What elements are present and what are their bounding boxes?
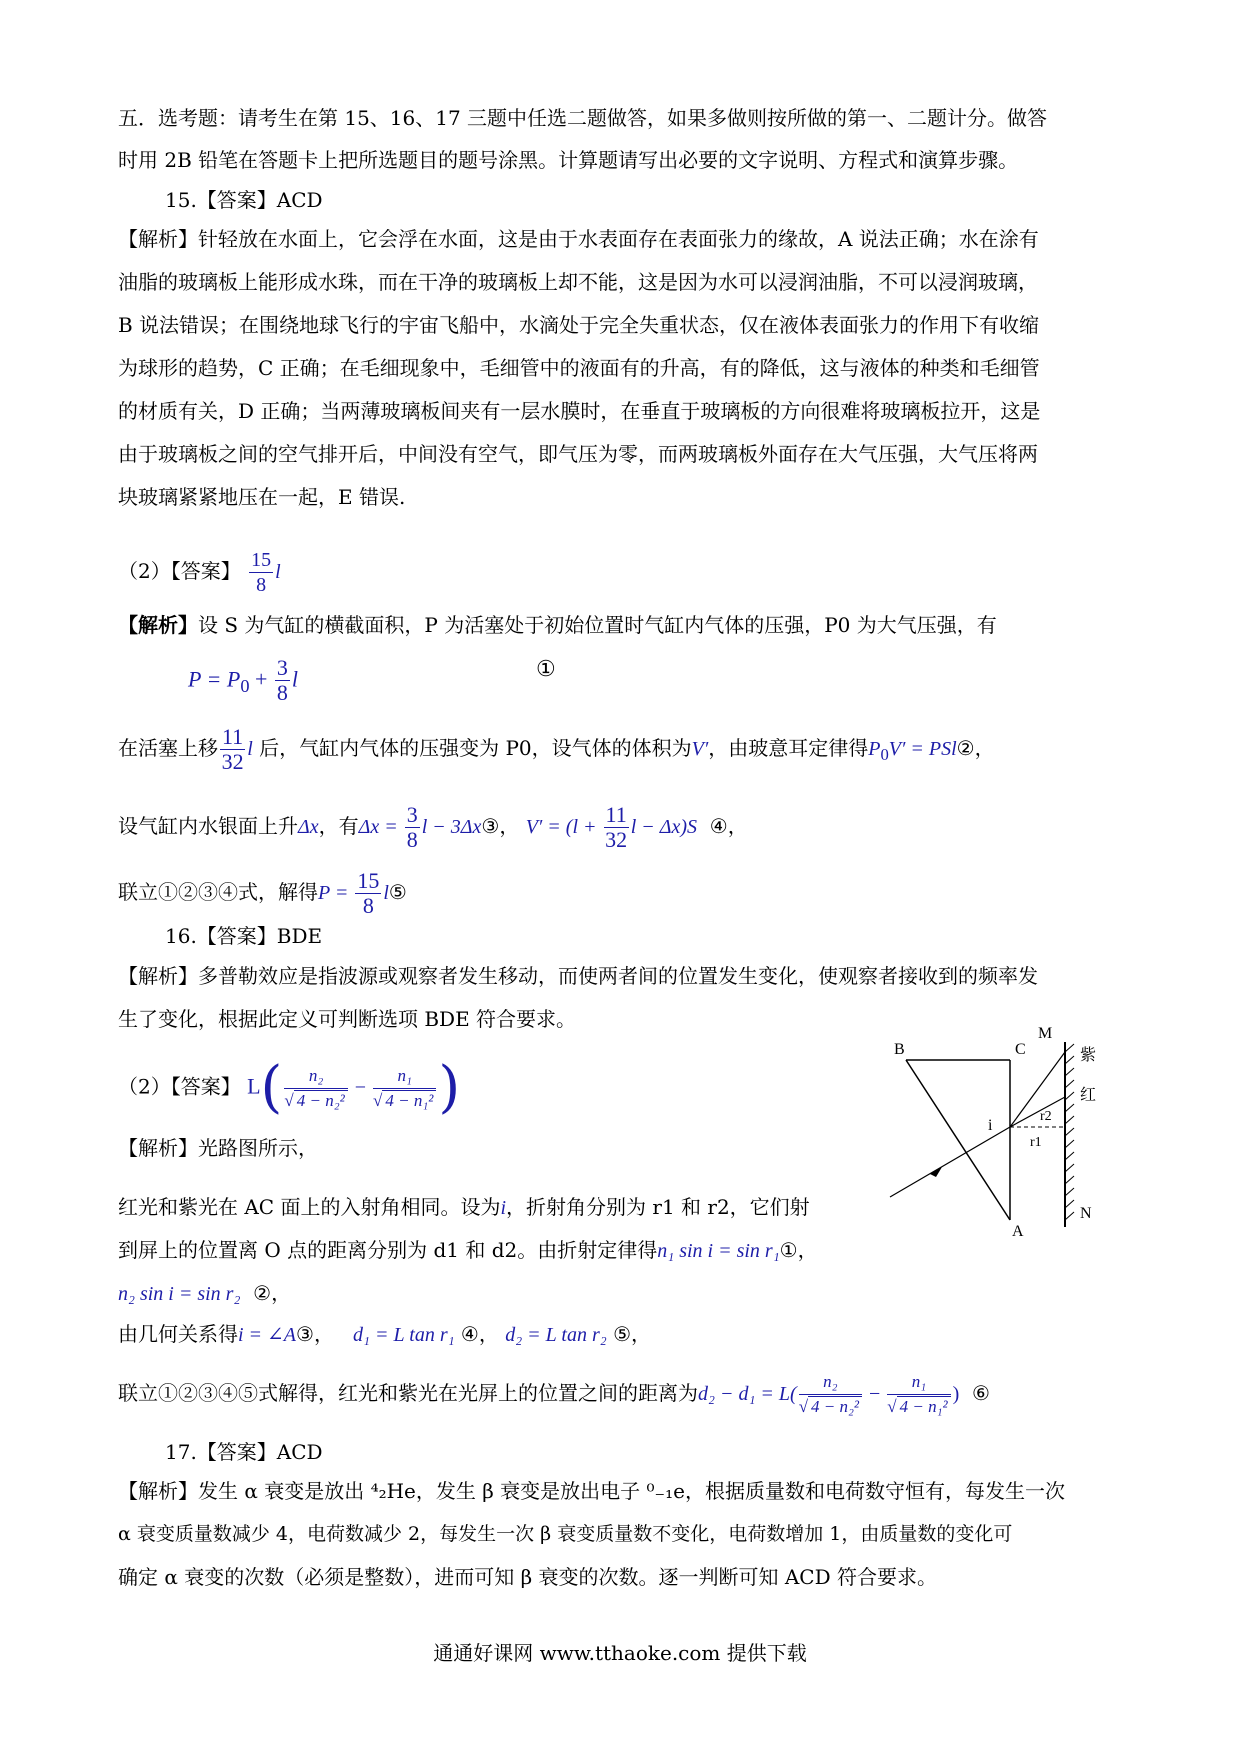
q16-text-line: 到屏上的位置离 O 点的距离分别为 d1 和 d2。由折射定律得n₁ sin i = sin r₁①， [118,1238,818,1262]
q16-path-label: 【解析】光路图所示， [118,1136,318,1160]
label-i: i [988,1117,993,1134]
q16-eq-line: n₂ sin i = sin r₂ ②， [118,1281,292,1305]
equation-1: $P = P_0$ + $\frac{3}{8}$ l ① [188,655,556,705]
prism-edge-ba [906,1060,1010,1220]
q17-analysis-line: 确定 α 衰变的次数（必须是整数），进而可知 β 衰变的次数。逐一判断可知 ACD 符合要求。 [118,1565,937,1589]
optics-diagram [860,1022,1130,1242]
label-c: C [1015,1041,1026,1058]
q15-analysis-line: 【解析】针轻放在水面上，它会浮在水面，这是由于水表面存在表面张力的缘故，A 说法正确；水在涂有 [118,227,1039,251]
q15-part2-analysis: 【解析】设 S 为气缸的横截面积，P 为活塞处于初始位置时气缸内气体的压强，P0 为大气压强，有 [118,613,997,637]
q17-analysis-line: 【解析】发生 α 衰变是放出 ⁴₂He，发生 β 衰变是放出电子 ⁰₋₁e，根据质量数和电荷数守恒有，每发生一次 [118,1479,1065,1503]
section-line-1: 五．选考题：请考生在第 15、16、17 三题中任选二题做答，如果多做则按所做的第一、二题计分。做答 [118,106,1048,130]
q16-geometry-line: 由几何关系得i = ∠A③， d₁ = L tan r₁ ④， d₂ = L tan r₂ ⑤， [118,1322,652,1346]
q16-part2-answer: （2）【答案】 L( $\frac{\text{n₂}}{\text{√ 4 − n₂²}}$ − $\frac{\text{n₁}}{\text{√ 4 − n₁²}}$ ) [118,1055,461,1120]
q15-answer: 15.【答案】ACD [165,188,323,212]
fraction: $\frac{15}{8}$ [251,549,272,596]
label-n: N [1080,1205,1092,1222]
q16-analysis-line: 【解析】多普勒效应是指波源或观察者发生移动，而使两者间的位置发生变化，使观察者接收到的频率发 [118,964,1038,988]
refracted-ray-red [1010,1097,1065,1127]
q15-part2-answer: （2）【答案】 $\frac{15}{8}$ l [118,549,281,596]
label-m: M [1038,1025,1053,1042]
screen-hatch [1065,1044,1074,1220]
q17-analysis-line: α 衰变质量数减少 4，电荷数减少 2，每发生一次 β 衰变质量数不变化，电荷数增加 1，由质量数的变化可 [118,1523,1013,1545]
label: （2）【答案】 [118,559,241,583]
label-b: B [894,1041,905,1058]
q15-analysis-line: 的材质有关，D 正确；当两薄玻璃板间夹有一层水膜时，在垂直于玻璃板的方向很难将玻璃板拉开，这是 [118,399,1041,423]
q15-move-line: 在活塞上移 $\frac{11}{32}$ l 后，气缸内气体的压强变为 P0，设气体的体积为V′，由玻意耳定律得$P_0V'$ = PSl②， [118,724,995,774]
footer-text: 通通好课网 www.tthaoke.com 提供下载 [433,1641,807,1665]
q17-answer: 17.【答案】ACD [165,1440,323,1464]
label-purple: 紫 [1080,1045,1097,1064]
q15-analysis-line: B 说法错误；在围绕地球飞行的宇宙飞船中，水滴处于完全失重状态，仅在液体表面张力的作用下有收缩 [118,313,1040,337]
q15-rise-line: 设气缸内水银面上升Δx，有Δx = $\frac{3}{8}$ l − 3Δx③， V′ = (l + $\frac{11}{32}$ l − Δx)S ④， [118,802,748,852]
label-red: 红 [1080,1085,1097,1104]
q16-final-line: 联立①②③④⑤式解得，红光和紫光在光屏上的位置之间的距离为d₂ − d₁ = L( $\frac{\text{n₂}}{\text{√ 4 − n₂²}}$ − $\frac{\text{n₁}}{\text{√ 4 − n₁²}}$ ) ⑥ [118,1372,990,1416]
label-a: A [1012,1223,1024,1240]
q15-analysis-line: 油脂的玻璃板上能形成水珠，而在干净的玻璃板上却不能，这是因为水可以浸润油脂，不可以浸润玻璃， [118,270,1038,294]
q15-analysis-line: 块玻璃紧紧地压在一起，E 错误. [118,485,406,509]
label-r2: r2 [1040,1109,1052,1124]
label-r1: r1 [1030,1135,1042,1150]
incident-ray [890,1127,1010,1197]
q16-analysis-line: 生了变化，根据此定义可判断选项 BDE 符合要求。 [118,1007,577,1031]
q15-analysis-line: 由于玻璃板之间的空气排开后，中间没有空气，即气压为零，而两玻璃板外面存在大气压强，大气压将两 [118,442,1038,466]
section-line-2: 时用 2B 铅笔在答题卡上把所选题目的题号涂黑。计算题请写出必要的文字说明、方程式和演算步骤。 [118,148,1019,172]
q16-answer: 16.【答案】BDE [165,924,323,948]
refracted-ray-purple [1010,1052,1065,1127]
q15-analysis-line: 为球形的趋势，C 正确；在毛细现象中，毛细管中的液面有的升高，有的降低，这与液体的种类和毛细管 [118,356,1040,380]
q15-solve-line: 联立①②③④式，解得P = $\frac{15}{8}$ l⑤ [118,868,407,918]
q16-text-line: 红光和紫光在 AC 面上的入射角相同。设为i，折射角分别为 r1 和 r2，它们射 [118,1195,810,1219]
